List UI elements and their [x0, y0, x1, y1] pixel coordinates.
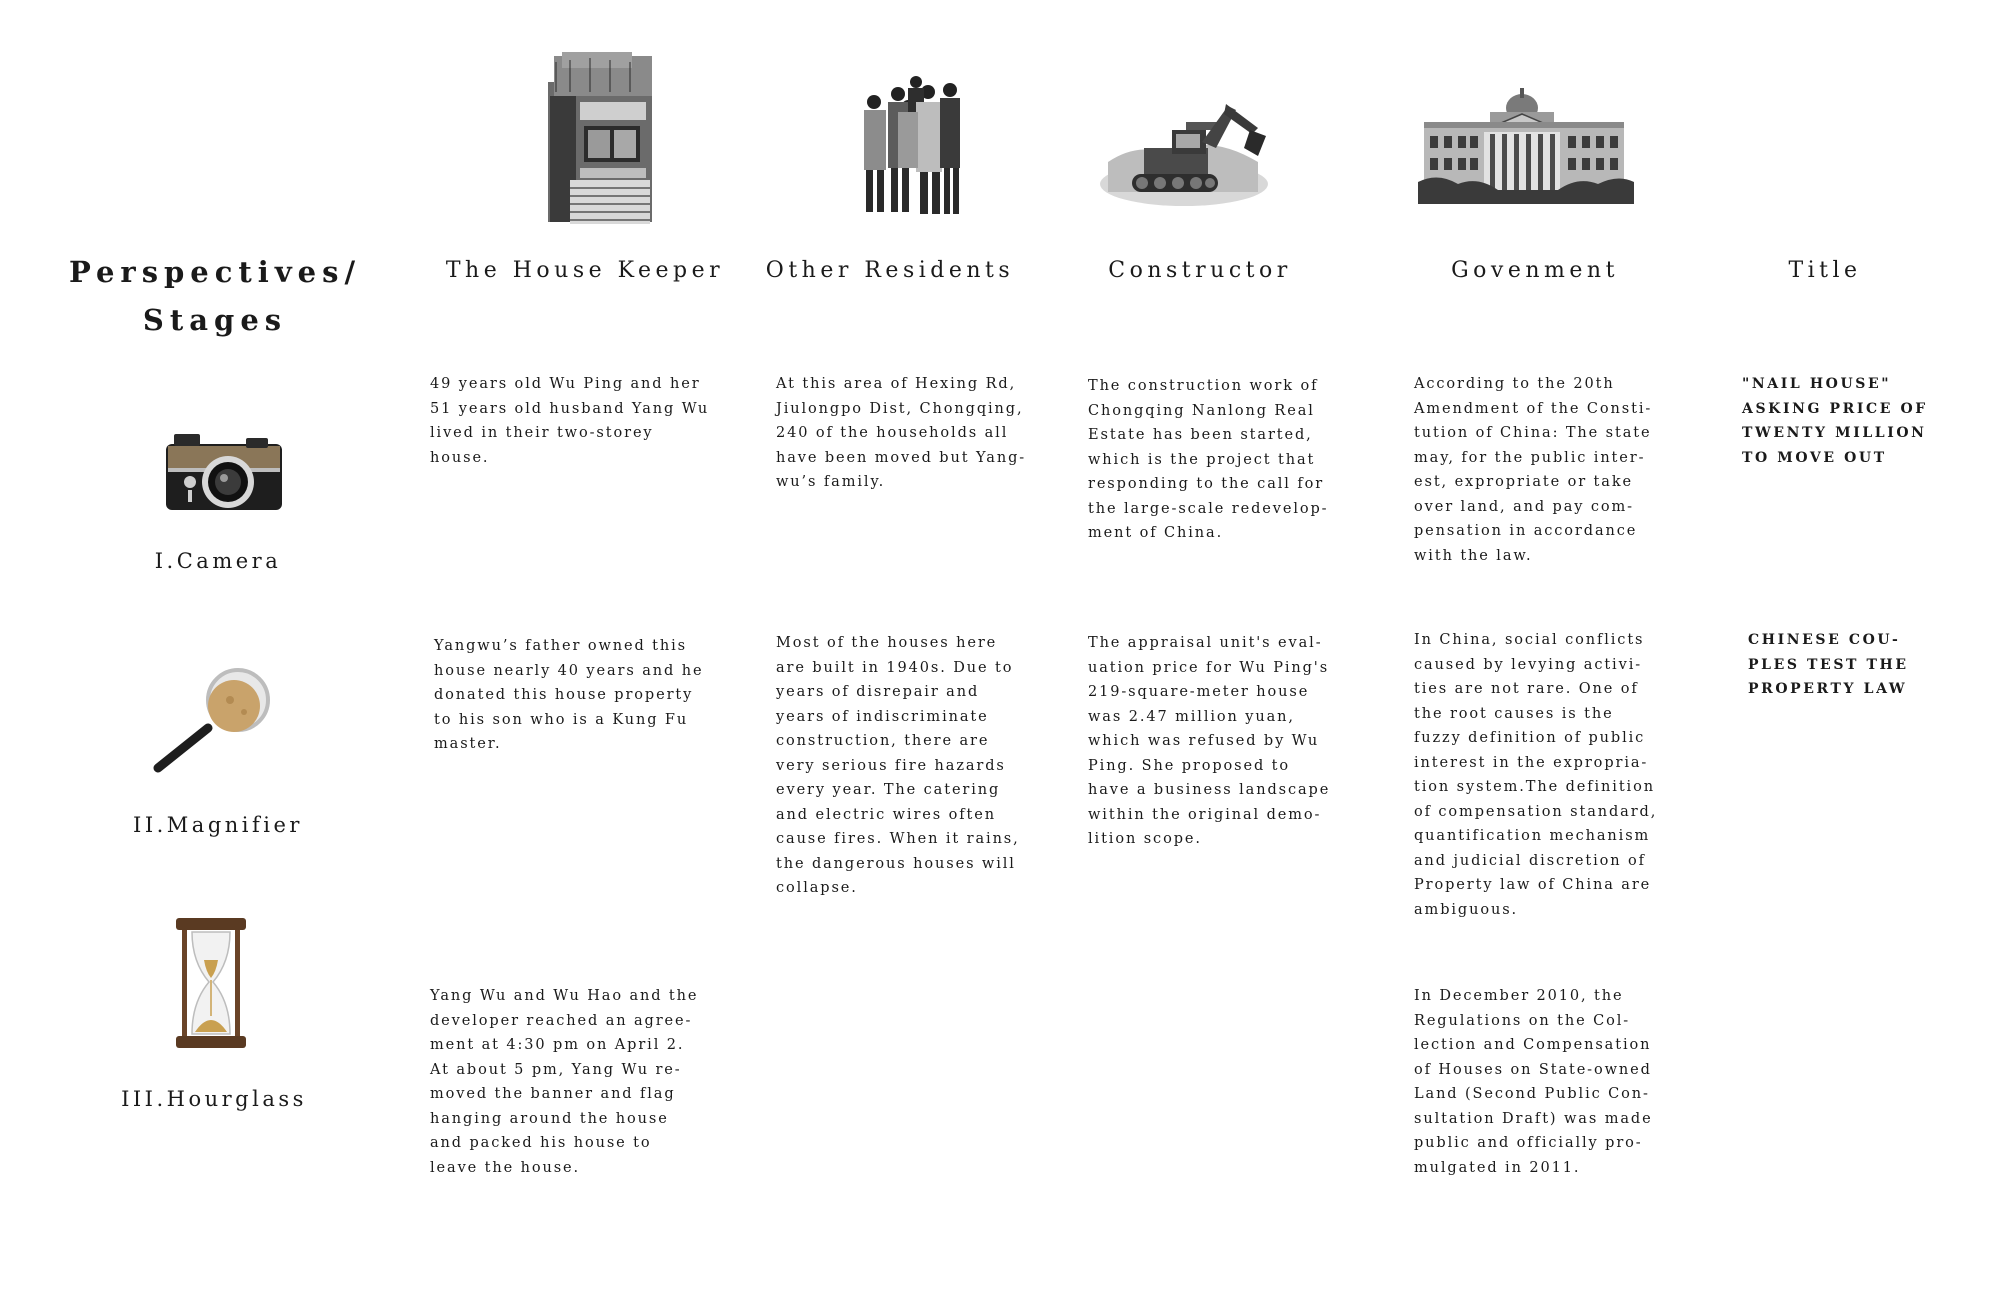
residents-group-photo: [858, 72, 964, 222]
government-building-photo: [1418, 86, 1634, 204]
cell-camera-title: "NAIL HOUSE" ASKING PRICE OF TWENTY MILLION TO MOVE OUT: [1742, 376, 1928, 466]
row-label-camera: I.Camera: [154, 549, 282, 573]
column-header-other-residents: Other Residents: [765, 258, 1015, 283]
magnifier-icon: [150, 666, 280, 776]
cell-magnifier-other-residents: Most of the houses here are built in 1940s. Due to years of disrepair and years of indiscriminate construction, there are very serious fire hazards every year. The catering and electric wires often cause fires. When it rains, the dangerous houses will collapse.: [776, 635, 1020, 896]
column-header-constructor: Constructor: [1108, 258, 1292, 283]
cell-magnifier-house-keeper: Yangwu’s father owned this house nearly 40 years and he donated this house property to his son who is a Kung Fu master.: [434, 638, 704, 752]
perspectives-stages-heading: Perspectives/ Stages: [68, 255, 362, 337]
nail-house-photo: [540, 52, 660, 228]
column-header-government: Govenment: [1451, 258, 1619, 283]
row-label-hourglass: III.Hourglass: [121, 1087, 307, 1111]
camera-icon: [166, 432, 282, 512]
cell-camera-government: According to the 20th Amendment of the Consti- tution of China: The state may, for the public inter- est, expropriate or take over land, and pay com- pensation in accordance with the law.: [1414, 376, 1653, 564]
cell-camera-constructor: The construction work of Chongqing Nanlong Real Estate has been started, which is the project that responding to the call for the large-scale redevelop- ment of China.: [1088, 378, 1329, 541]
cell-magnifier-constructor: The appraisal unit's eval- uation price for Wu Ping's 219-square-meter house was 2.47 million yuan, which was refused by Wu Ping. She proposed to have a business landscape within the original demo- lition scope.: [1088, 635, 1331, 847]
cell-magnifier-title: CHINESE COU- PLES TEST THE PROPERTY LAW: [1748, 632, 1909, 697]
cell-hourglass-house-keeper: Yang Wu and Wu Hao and the developer reached an agree- ment at 4:30 pm on April 2. At about 5 pm, Yang Wu re- moved the banner and flag hanging around the house and packed his house to leave the house.: [430, 988, 699, 1176]
cell-camera-other-residents: At this area of Hexing Rd, Jiulongpo Dist, Chongqing, 240 of the households all have been moved but Yang- wu’s family.: [776, 376, 1027, 490]
cell-camera-house-keeper: 49 years old Wu Ping and her 51 years old husband Yang Wu lived in their two-storey house.: [430, 376, 710, 466]
excavator-photo: [1098, 92, 1270, 210]
column-header-house-keeper: The House Keeper: [445, 258, 725, 283]
cell-hourglass-government: In December 2010, the Regulations on the Col- lection and Compensation of Houses on State-owned Land (Second Public Con- sultation Draft) was made public and officially pro- mulgated in 2011.: [1414, 988, 1653, 1176]
row-label-magnifier: II.Magnifier: [133, 813, 303, 837]
cell-magnifier-government: In China, social conflicts caused by levying activi- ties are not rare. One of the root causes is the fuzzy definition of public interest in the expropria- tion system.The definition of compensation standard, quantification mechanism and judicial discretion of Property law of China are ambiguous.: [1414, 632, 1658, 918]
column-header-title: Title: [1788, 258, 1862, 283]
hourglass-icon: [176, 918, 246, 1048]
